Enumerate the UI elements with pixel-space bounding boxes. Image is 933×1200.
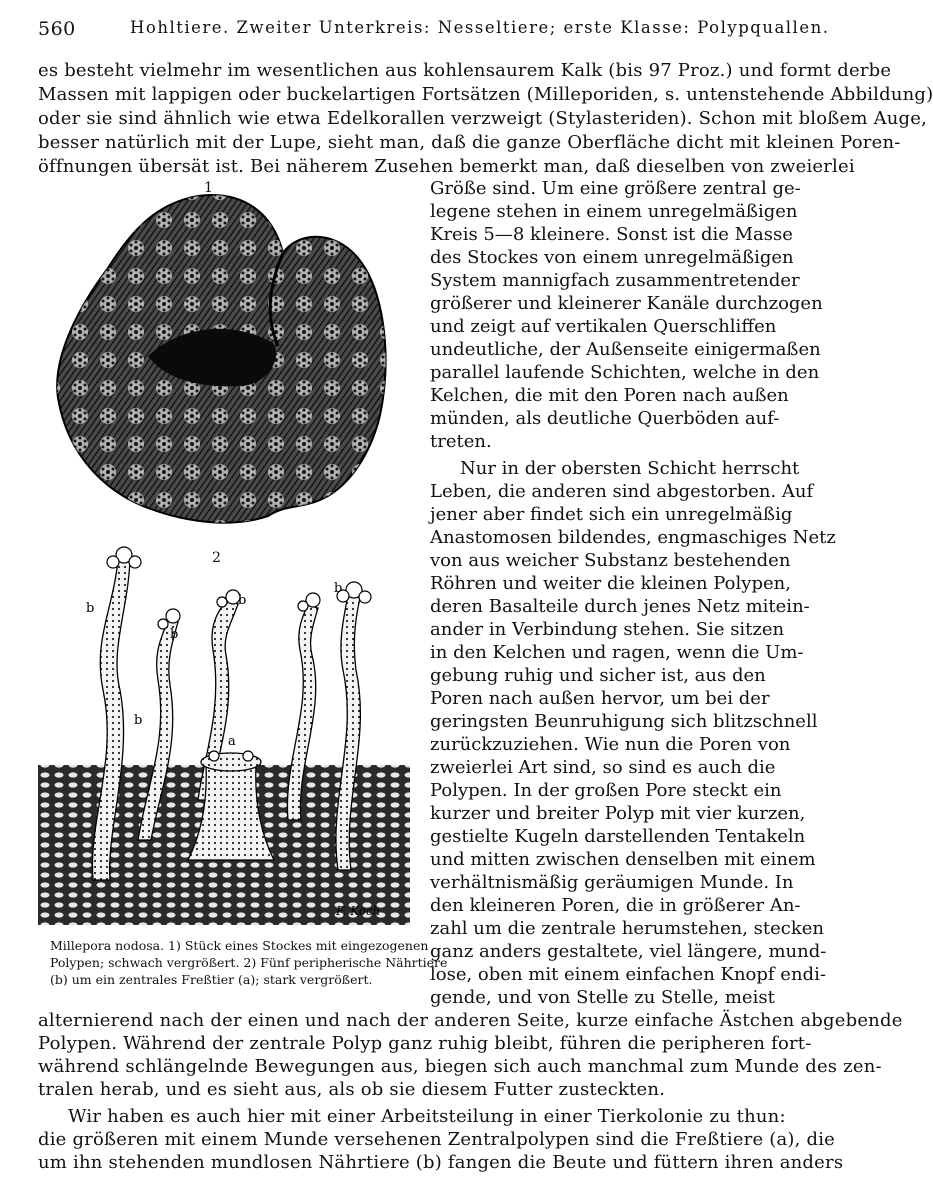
- text-line: und mitten zwischen denselben mit einem: [430, 849, 816, 870]
- label-b: b: [238, 593, 247, 608]
- text-line: Polypen. Während der zentrale Polyp ganz ruhig bleibt, führen die peripheren fort-: [38, 1033, 812, 1054]
- text-line: treten.: [430, 431, 492, 452]
- text-line: die größeren mit einem Munde versehenen Zentralpolypen sind die Freßtiere (a), die: [38, 1129, 836, 1150]
- text-line: zahl um die zentrale herumstehen, stecken: [430, 918, 825, 939]
- polyp-illustration: [38, 540, 410, 930]
- figure-label-2: 2: [212, 550, 221, 566]
- text-line: deren Basalteile durch jenes Netz mitein-: [430, 596, 810, 617]
- text-line: Polypen. In der großen Pore steckt ein: [430, 780, 782, 801]
- text-line: Kelchen, die mit den Poren nach außen: [430, 385, 789, 406]
- text-line: es besteht vielmehr im wesentlichen aus kohlensaurem Kalk (bis 97 Proz.) und formt derbe: [38, 60, 892, 81]
- text-line: münden, als deutliche Querböden auf-: [430, 408, 780, 429]
- coral-illustration: [38, 178, 410, 538]
- text-line: jener aber findet sich ein unregelmäßig: [430, 504, 793, 525]
- text-line: Massen mit lappigen oder buckelartigen Fortsätzen (Milleporiden, s. untenstehende Abbildung): [38, 84, 933, 105]
- figure-caption-line: Millepora nodosa. 1) Stück eines Stockes mit eingezogenen: [50, 938, 429, 953]
- figure-label-1: 1: [204, 180, 213, 196]
- text-line: des Stockes von einem unregelmäßigen: [430, 247, 794, 268]
- text-line: gebung ruhig und sicher ist, aus den: [430, 665, 766, 686]
- text-line: lose, oben mit einem einfachen Knopf endi-: [430, 964, 826, 985]
- artist-signature: F. Koch: [336, 904, 381, 918]
- label-b: b: [134, 713, 143, 728]
- text-line: Größe sind. Um eine größere zentral ge-: [430, 178, 801, 199]
- text-line: gende, und von Stelle zu Stelle, meist: [430, 987, 775, 1008]
- label-b: b: [334, 581, 343, 596]
- text-line: Wir haben es auch hier mit einer Arbeitsteilung in einer Tierkolonie zu thun:: [68, 1106, 786, 1127]
- label-b: b: [86, 601, 95, 616]
- text-line: oder sie sind ähnlich wie etwa Edelkorallen verzweigt (Stylasteriden). Schon mit bloßem Auge,: [38, 108, 928, 129]
- text-line: Kreis 5—8 kleinere. Sonst ist die Masse: [430, 224, 793, 245]
- text-line: ander in Verbindung stehen. Sie sitzen: [430, 619, 785, 640]
- text-line: tralen herab, und es sieht aus, als ob sie diesem Futter zusteckten.: [38, 1079, 666, 1100]
- text-line: zweierlei Art sind, so sind es auch die: [430, 757, 776, 778]
- figure-coral-stock: [38, 178, 410, 538]
- text-line: Röhren und weiter die kleinen Polypen,: [430, 573, 791, 594]
- label-b: b: [170, 627, 179, 642]
- text-line: Anastomosen bildendes, engmaschiges Netz: [430, 527, 836, 548]
- text-line: von aus weicher Substanz bestehenden: [430, 550, 791, 571]
- text-line: besser natürlich mit der Lupe, sieht man, daß die ganze Oberfläche dicht mit kleinen Poren-: [38, 132, 901, 153]
- text-line: Nur in der obersten Schicht herrscht: [460, 458, 800, 479]
- text-line: den kleineren Poren, die in größerer An-: [430, 895, 801, 916]
- text-line: geringsten Beunruhigung sich blitzschnell: [430, 711, 818, 732]
- text-line: größerer und kleinerer Kanäle durchzogen: [430, 293, 823, 314]
- text-line: und zeigt auf vertikalen Querschliffen: [430, 316, 777, 337]
- text-line: kurzer und breiter Polyp mit vier kurzen,: [430, 803, 806, 824]
- running-title: Hohltiere. Zweiter Unterkreis: Nesseltiere; erste Klasse: Polypquallen.: [130, 18, 830, 37]
- text-line: gestielte Kugeln darstellenden Tentakeln: [430, 826, 806, 847]
- text-line: legene stehen in einem unregelmäßigen: [430, 201, 798, 222]
- text-line: undeutliche, der Außenseite einigermaßen: [430, 339, 821, 360]
- text-line: Leben, die anderen sind abgestorben. Auf: [430, 481, 814, 502]
- text-line: System mannigfach zusammentretender: [430, 270, 800, 291]
- figure-polyps: [38, 540, 410, 930]
- page-number: 560: [38, 18, 76, 40]
- text-line: verhältnismäßig geräumigen Munde. In: [430, 872, 794, 893]
- text-line: parallel laufende Schichten, welche in den: [430, 362, 820, 383]
- text-line: in den Kelchen und ragen, wenn die Um-: [430, 642, 804, 663]
- text-line: zurückzuziehen. Wie nun die Poren von: [430, 734, 791, 755]
- figure-caption-line: Polypen; schwach vergrößert. 2) Fünf peripherische Nährtiere: [50, 955, 448, 970]
- text-line: während schlängelnde Bewegungen aus, biegen sich auch manchmal zum Munde des zen-: [38, 1056, 882, 1077]
- text-line: um ihn stehenden mundlosen Nährtiere (b) fangen die Beute und füttern ihren anders: [38, 1152, 844, 1173]
- figure-caption-line: (b) um ein zentrales Freßtier (a); stark vergrößert.: [50, 972, 373, 987]
- text-line: öffnungen übersät ist. Bei näherem Zusehen bemerkt man, daß dieselben von zweierlei: [38, 156, 855, 177]
- text-line: alternierend nach der einen und nach der anderen Seite, kurze einfache Ästchen abgebende: [38, 1010, 903, 1031]
- page-header: [38, 14, 830, 40]
- text-line: Poren nach außen hervor, um bei der: [430, 688, 770, 709]
- label-a: a: [228, 734, 236, 749]
- text-line: ganz anders gestaltete, viel längere, mund-: [430, 941, 827, 962]
